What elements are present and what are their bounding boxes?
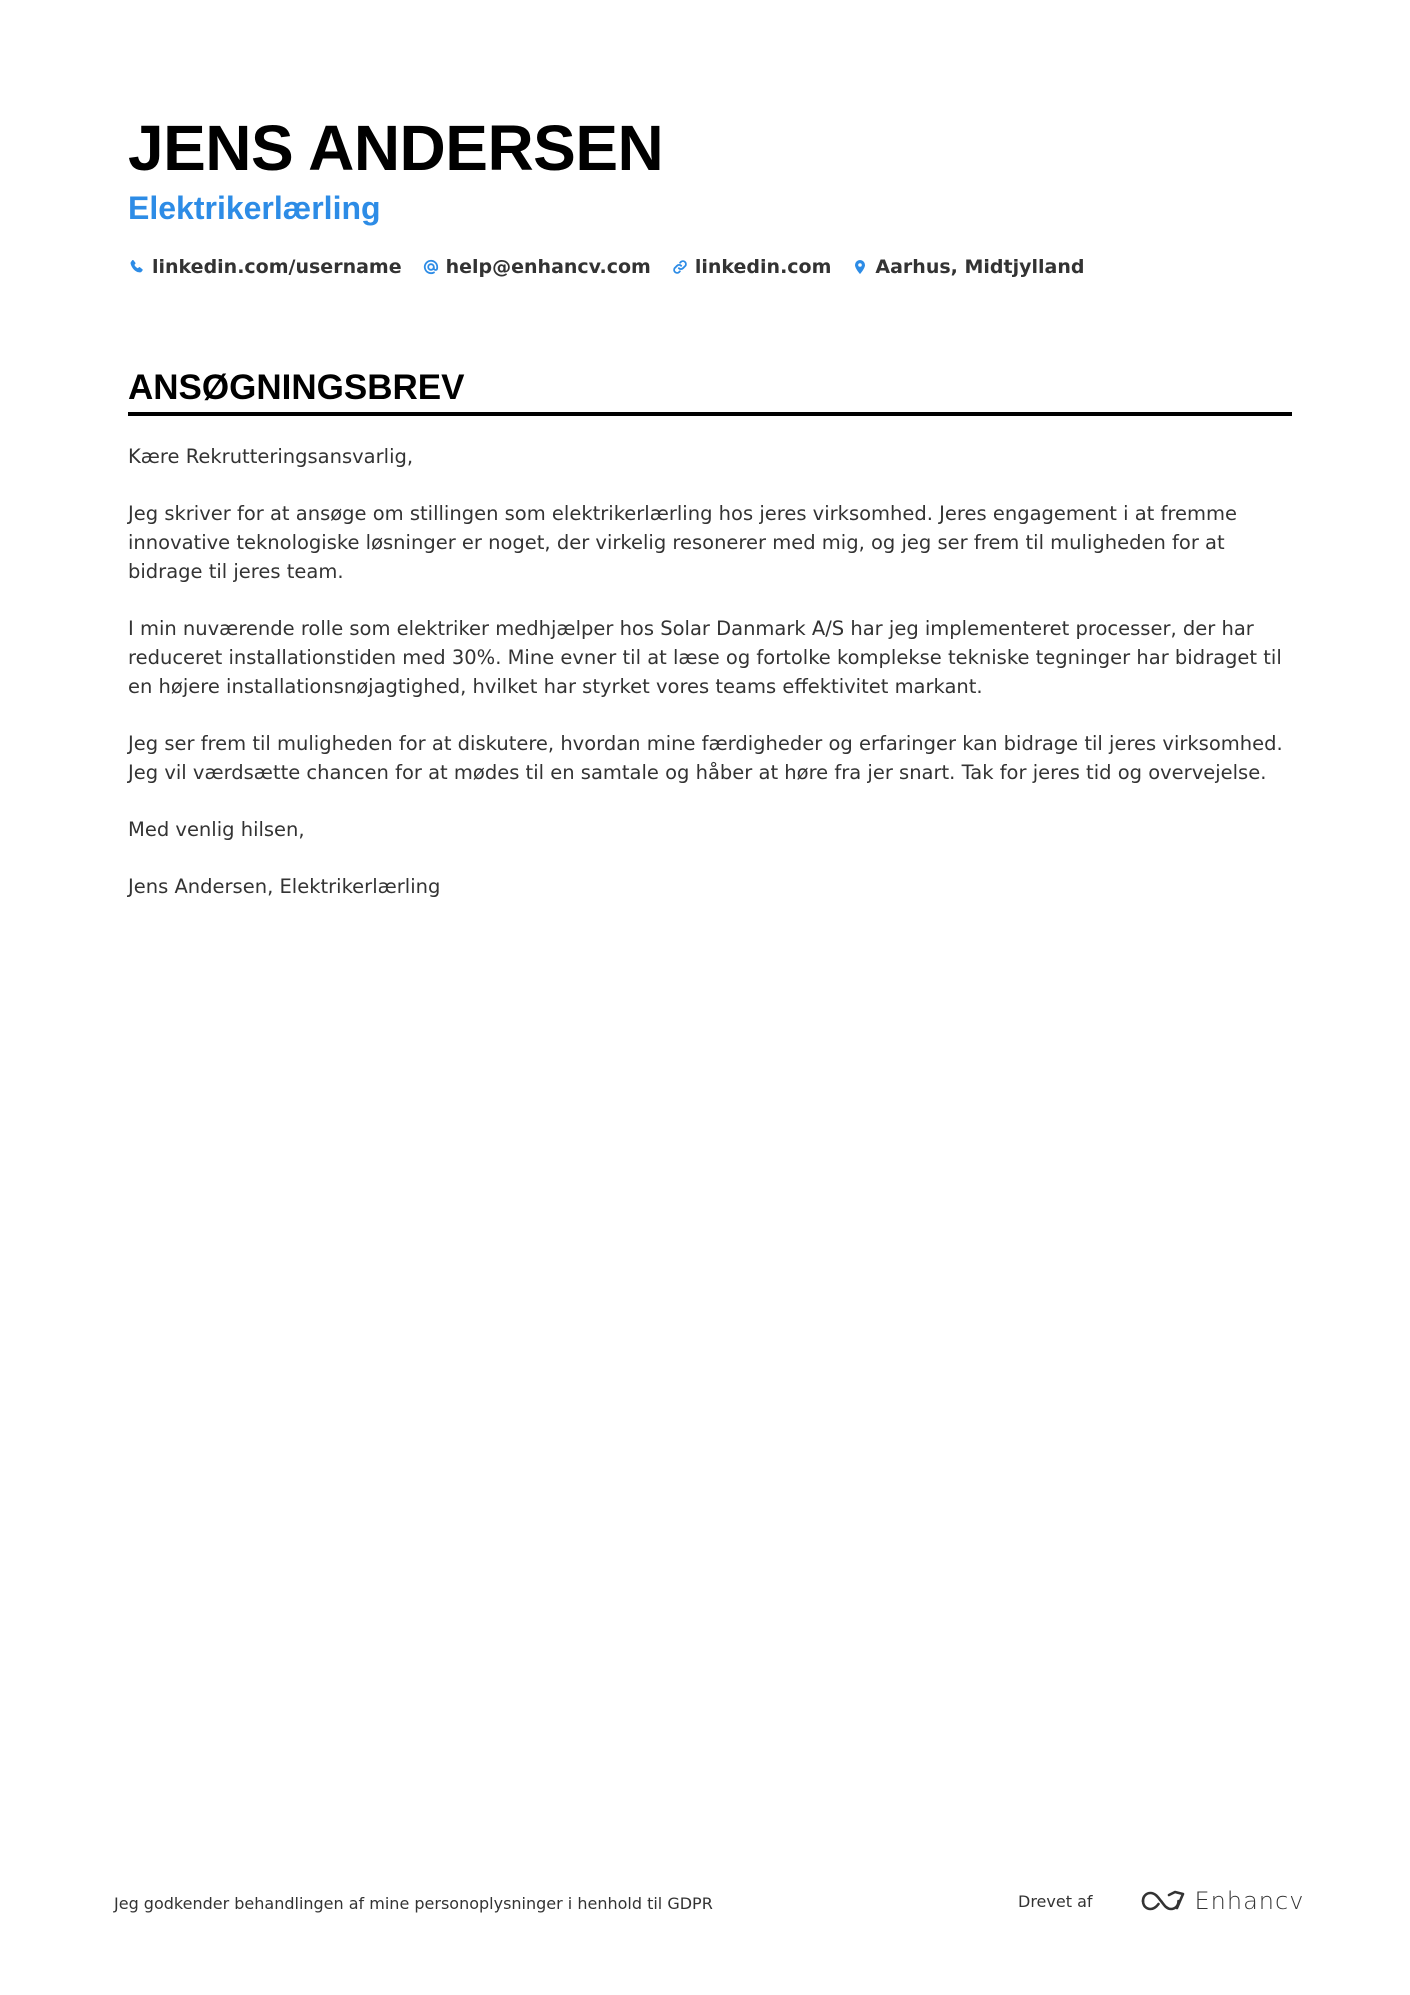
- letter-body: [128, 442, 1292, 901]
- letter-greeting: Kære Rekrutteringsansvarlig,: [128, 445, 414, 468]
- enhancv-logo-icon: [1139, 1886, 1187, 1916]
- section-title: ANSØGNINGSBREV: [128, 368, 1292, 416]
- contact-location: [851, 256, 1084, 278]
- powered-by-label: Drevet af: [1018, 1891, 1093, 1911]
- letter-paragraph: Jeg skriver for at ansøge om stillingen som elektrikerlærling hos jeres virksomhed. Jeres engagement i at fremme innovative teknologiske løsninger er noget, der virkelig resonerer med mig, og jeg ser frem til muligheden for at bidrage til jeres team.: [128, 502, 1237, 583]
- letter-paragraph: I min nuværende rolle som elektriker medhjælper hos Solar Danmark A/S har jeg implementeret processer, der har reduceret installationstiden med 30%. Mine evner til at læse og fortolke komplekse tekniske tegninger har bidraget til en højere installationsnøjagtighed, hvilket har styrket vores teams effektivitet markant.: [128, 617, 1282, 698]
- letter-paragraph: Jeg ser frem til muligheden for at diskutere, hvordan mine færdigheder og erfaringer kan bidrage til jeres virksomhed. Jeg vil værdsætte chancen for at mødes til en samtale og håber at høre fra jer snart. Tak for jeres tid og overvejelse.: [128, 732, 1283, 784]
- contact-phone-text: linkedin.com/username: [152, 256, 402, 278]
- contact-phone[interactable]: [128, 256, 402, 278]
- gdpr-consent: Jeg godkender behandlingen af mine personoplysninger i henhold til GDPR: [114, 1894, 713, 1913]
- link-icon: [671, 258, 689, 276]
- contact-location-text: Aarhus, Midtjylland: [875, 256, 1085, 278]
- contact-bar: [128, 252, 1292, 282]
- enhancv-logo[interactable]: [1139, 1886, 1305, 1916]
- contact-link[interactable]: [671, 256, 832, 278]
- contact-link-text: linkedin.com: [694, 256, 832, 278]
- candidate-name: JENS ANDERSEN: [128, 112, 664, 184]
- cover-letter-section: [128, 368, 1292, 929]
- contact-email-text: help@enhancv.com: [445, 256, 651, 278]
- powered-by: [1018, 1886, 1304, 1916]
- at-icon: [422, 258, 440, 276]
- resume-header: [128, 110, 1292, 282]
- letter-closing: Med venlig hilsen,: [128, 818, 305, 841]
- phone-icon: [128, 258, 146, 276]
- letter-signature: Jens Andersen, Elektrikerlærling: [128, 875, 441, 898]
- contact-email[interactable]: [422, 256, 651, 278]
- enhancv-logo-text: Enhancv: [1194, 1887, 1305, 1915]
- location-icon: [851, 258, 869, 276]
- candidate-role: Elektrikerlærling: [128, 190, 381, 226]
